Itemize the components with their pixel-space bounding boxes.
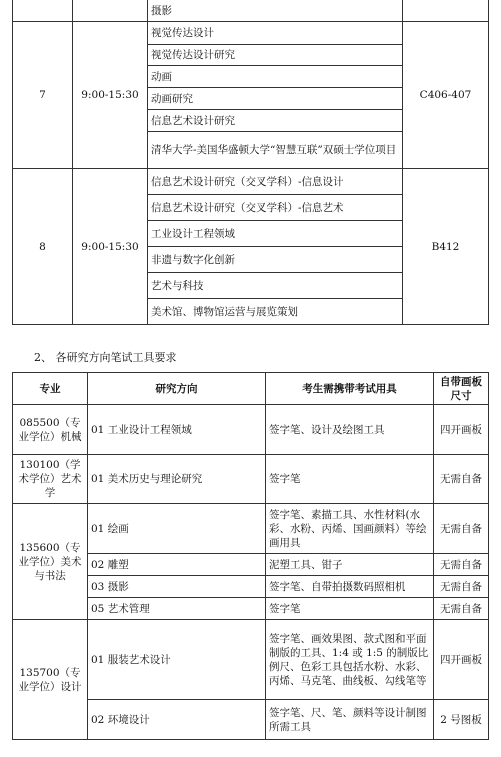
tools-cell: 签字笔 — [266, 455, 434, 504]
room-cell: B412 — [403, 169, 489, 325]
direction-cell: 清华大学-美国华盛顿大学“智慧互联”双硕士学位项目 — [148, 132, 403, 169]
direction-cell: 非遗与数字化创新 — [148, 247, 403, 273]
board-cell: 2 号图板 — [434, 700, 489, 740]
board-cell: 无需自备 — [434, 576, 489, 598]
board-cell: 四开画板 — [434, 620, 489, 700]
board-cell: 四开画板 — [434, 405, 489, 455]
header-board-size: 自带画板尺寸 — [434, 373, 489, 405]
group-number: 8 — [13, 169, 73, 325]
direction-cell: 视觉传达设计 — [148, 22, 403, 45]
header-direction: 研究方向 — [88, 373, 266, 405]
section-title: 2、 各研究方向笔试工具要求 — [34, 351, 177, 364]
tools-cell: 签字笔、自带拍摄数码照相机 — [266, 576, 434, 598]
direction-cell: 美术馆、博物馆运营与展览策划 — [148, 299, 403, 325]
direction-cell: 动画研究 — [148, 88, 403, 110]
tools-cell: 签字笔、尺、笔、颜料等设计制图所需工具 — [266, 700, 434, 740]
major-cell: 085500（专业学位）机械 — [13, 405, 88, 455]
direction-cell: 信息艺术设计研究（交叉学科）-信息艺术 — [148, 195, 403, 221]
direction-cell: 01 服装艺术设计 — [88, 620, 266, 700]
header-major: 专业 — [13, 373, 88, 405]
exam-tools-table — [12, 372, 489, 740]
tools-cell: 泥塑工具、钳子 — [266, 554, 434, 576]
time-cell: 9:00-15:30 — [73, 22, 148, 169]
direction-cell: 01 绘画 — [88, 504, 266, 554]
direction-cell: 艺术与科技 — [148, 273, 403, 299]
major-cell: 135600（专业学位）美术与书法 — [13, 504, 88, 620]
direction-cell: 01 工业设计工程领域 — [88, 405, 266, 455]
tools-cell: 签字笔、素描工具、水性材料(水彩、水粉、丙烯、国画颜料）等绘画用具 — [266, 504, 434, 554]
board-cell: 无需自备 — [434, 598, 489, 620]
direction-cell: 02 环境设计 — [88, 700, 266, 740]
board-cell: 无需自备 — [434, 554, 489, 576]
tools-cell: 签字笔、画效果图、款式图和平面制版的工具、1:4 或 1:5 的制版比例尺、色彩工具包括水粉、水彩、丙烯、马克笔、曲线板、勾线笔等 — [266, 620, 434, 700]
direction-cell: 视觉传达设计研究 — [148, 45, 403, 66]
room-cell: C406-407 — [403, 22, 489, 169]
direction-cell: 05 艺术管理 — [88, 598, 266, 620]
direction-cell: 01 美术历史与理论研究 — [88, 455, 266, 504]
tools-cell: 签字笔、设计及绘图工具 — [266, 405, 434, 455]
exam-schedule-table — [12, 0, 489, 325]
direction-cell: 03 摄影 — [88, 576, 266, 598]
tools-cell: 签字笔 — [266, 598, 434, 620]
direction-cell: 信息艺术设计研究 — [148, 110, 403, 132]
major-cell: 135700（专业学位）设计 — [13, 620, 88, 740]
direction-cell: 02 雕塑 — [88, 554, 266, 576]
time-cell: 9:00-15:30 — [73, 169, 148, 325]
board-cell: 无需自备 — [434, 455, 489, 504]
group-number: 7 — [13, 22, 73, 169]
board-cell: 无需自备 — [434, 504, 489, 554]
direction-cell: 摄影 — [148, 0, 403, 22]
header-tools: 考生需携带考试用具 — [266, 373, 434, 405]
major-cell: 130100（学术学位）艺术学 — [13, 455, 88, 504]
direction-cell: 工业设计工程领域 — [148, 221, 403, 247]
direction-cell: 信息艺术设计研究（交叉学科）-信息设计 — [148, 169, 403, 195]
direction-cell: 动画 — [148, 66, 403, 88]
